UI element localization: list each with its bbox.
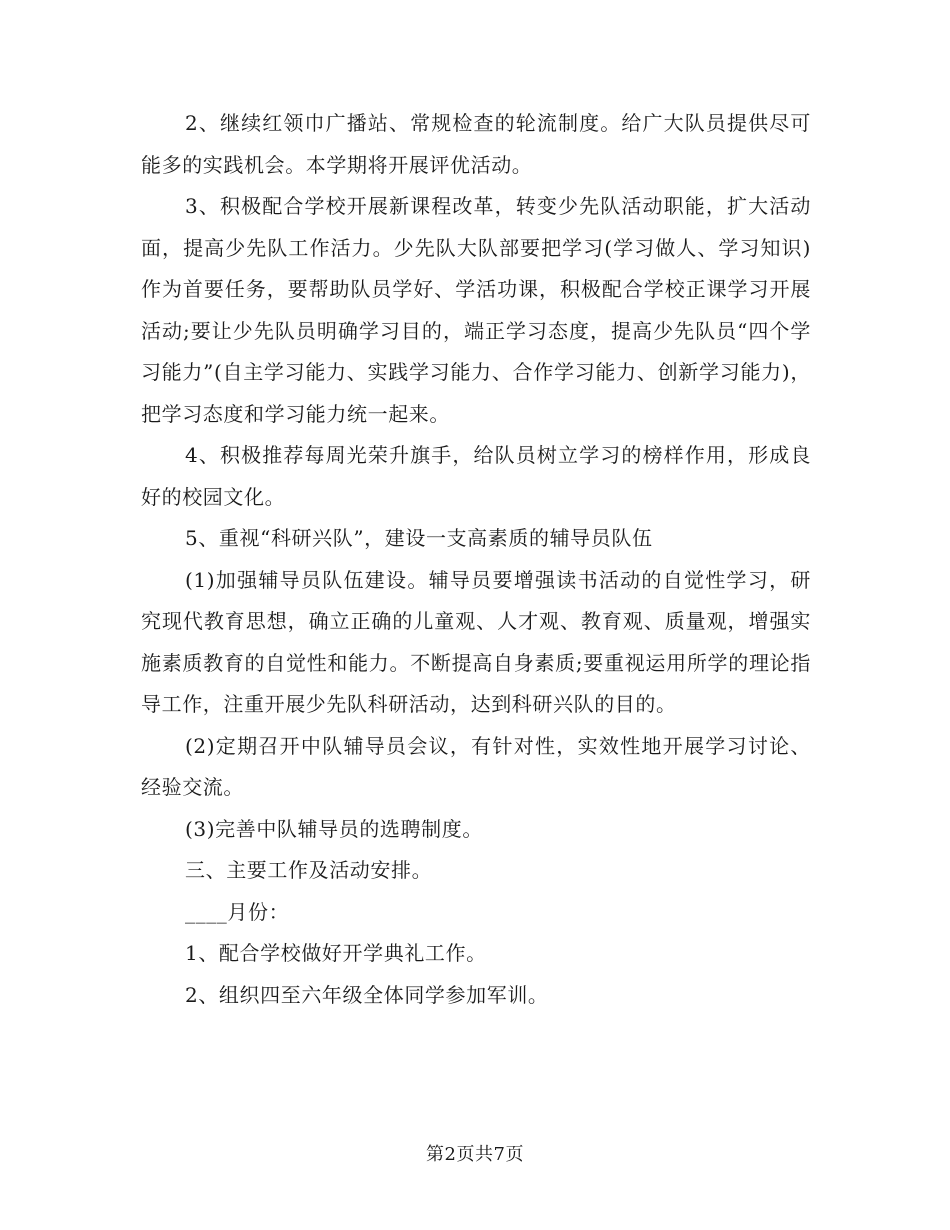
paragraph-sub-3: (3)完善中队辅导员的选聘制度。 (185, 816, 483, 841)
paragraph-item-4: 4、积极推荐每周光荣升旗手，给队员树立学习的榜样作用，形成良好的校园文化。 (141, 443, 811, 509)
activity-item-2: 2、组织四至六年级全体同学参加军训。 (185, 982, 549, 1007)
page-number-footer: 第2页共7页 (426, 1144, 524, 1165)
section-heading-three: 三、主要工作及活动安排。 (185, 858, 433, 882)
paragraph-sub-1: (1)加强辅导员队伍建设。辅导员要增强读书活动的自觉性学习，研究现代教育思想，确立正确的儿童观、人才观、教育观、质量观，增强实施素质教育的自觉性和能力。不断提高自身素质;要重视运用所学的理论指导工作，注重开展少先队科研活动，达到科研兴队的目的。 (141, 567, 811, 716)
paragraph-item-2: 2、继续红领巾广播站、常规检查的轮流制度。给广大队员提供尽可能多的实践机会。本学期将开展评优活动。 (141, 111, 811, 177)
activity-item-1: 1、配合学校做好开学典礼工作。 (185, 941, 487, 965)
document-body (141, 103, 811, 1016)
month-heading: ____月份： (185, 899, 290, 924)
paragraph-item-5-heading: 5、重视“科研兴队”，建设一支高素质的辅导员队伍 (185, 526, 653, 550)
paragraph-item-3: 3、积极配合学校开展新课程改革，转变少先队活动职能，扩大活动面，提高少先队工作活力。少先队大队部要把学习(学习做人、学习知识)作为首要任务，要帮助队员学好、学活功课，积极配合学校正课学习开展活动;要让少先队员明确学习目的，端正学习态度，提高少先队员“四个学习能力”(自主学习能力、实践学习能力、合作学习能力、创新学习能力)，把学习态度和学习能力统一起来。 (141, 194, 811, 426)
paragraph-sub-2: (2)定期召开中队辅导员会议，有针对性，实效性地开展学习讨论、经验交流。 (141, 733, 811, 799)
